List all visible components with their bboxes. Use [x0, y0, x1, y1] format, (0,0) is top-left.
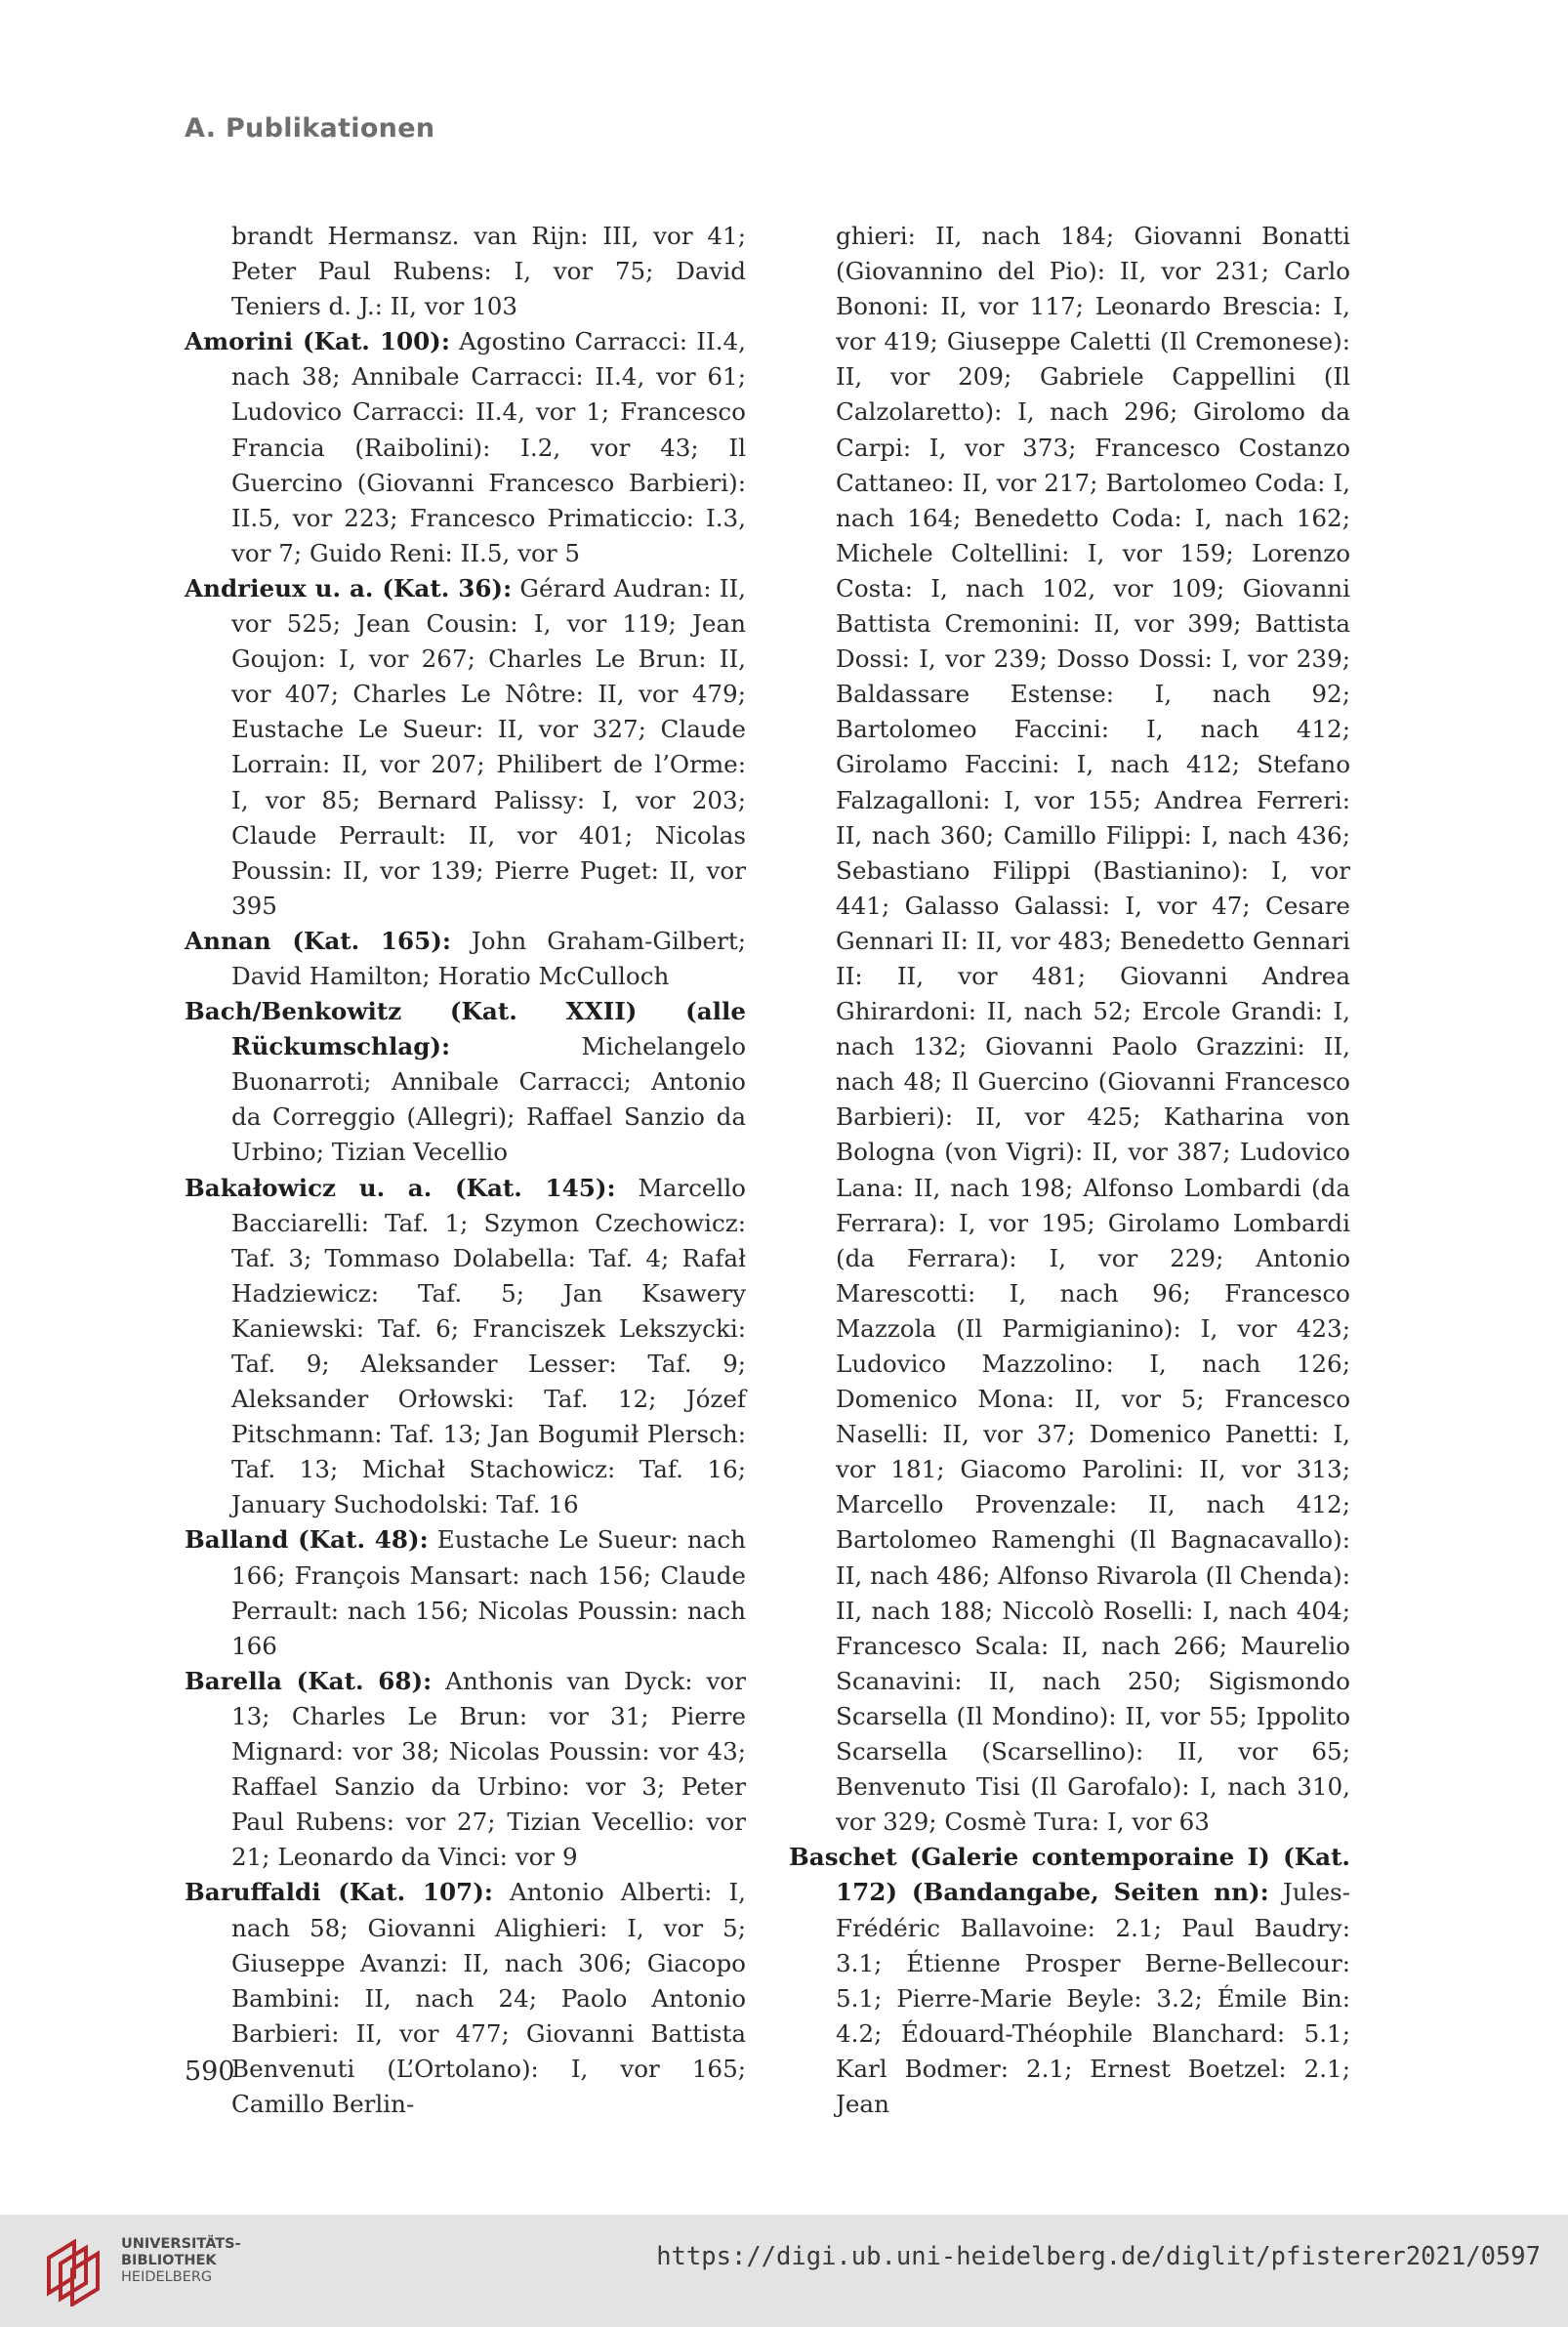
entry-text: Anthonis van Dyck: vor 13; Charles Le Brun: vor 31; Pierre Mignard: vor 38; Nicolas Poussin: vor 43; Raffael Sanzio da Urbino: vor 3; Peter Paul Rubens: vor 27; Tizian Vecellio: vor 21; Leonardo da Vinci: vor 9 — [231, 1666, 746, 1872]
index-entry — [789, 219, 1350, 1840]
index-column-right — [789, 219, 1350, 2122]
entry-text: ghieri: II, nach 184; Giovanni Bonatti (Giovannino del Pio): II, vor 231; Carlo Bononi: II, vor 117; Leonardo Brescia: I, vor 419; Giuseppe Caletti (Il Cremonese): II, vor 209; Gabriele Cappellini (Il Calzolaretto): I, nach 296; Girolomo da Carpi: I, vor 373; Francesco Costanzo Cattaneo: II, vor 217; Bartolomeo Coda: I, nach 164; Benedetto Coda: I, nach 162; Michele Coltellini: I, vor 159; Lorenzo Costa: I, nach 102, vor 109; Giovanni Battista Cremonini: II, vor 399; Battista Dossi: I, vor 239; Dosso Dossi: I, vor 239; Baldassare Estense: I, nach 92; Bartolomeo Faccini: I, nach 412; Girolamo Faccini: I, nach 412; Stefano Falzagalloni: I, vor 155; Andrea Ferreri: II, nach 360; Camillo Filippi: I, nach 436; Sebastiano Filippi (Bastianino): I, vor 441; Galasso Galassi: I, vor 47; Cesare Gennari II: II, vor 483; Benedetto Gennari II: II, vor 481; Giovanni Andrea Ghirardoni: II, nach 52; Ercole Grandi: I, nach 132; Giovanni Paolo Grazzini: II, nach 48; Il Guercino (Giovanni Francesco Barbieri): II, vor 425; Katharina von Bologna (von Vigri): II, vor 387; Ludovico Lana: II, nach 198; Alfonso Lombardi (da Ferrara): I, vor 195; Girolamo Lombardi (da Ferrara): I, vor 229; Antonio Marescotti: I, nach 96; Francesco Mazzola (Il Parmigianino): I, vor 423; Ludovico Mazzolino: I, nach 126; Domenico Mona: II, vor 5; Francesco Naselli: II, vor 37; Domenico Panetti: I, vor 181; Giacomo Parolini: II, vor 313; Marcello Provenzale: II, nach 412; Bartolomeo Ramenghi (Il Bagnacavallo): II, nach 486; Alfonso Rivarola (Il Chenda): II, nach 188; Niccolò Roselli: I, nach 404; Francesco Scala: II, nach 266; Maurelio Scanavini: II, nach 250; Sigismondo Scarsella (Il Mondino): II, vor 55; Ippolito Scarsella (Scarsellino): II, vor 65; Benvenuto Tisi (Il Garofalo): I, nach 310, vor 329; Cosmè Tura: I, vor 63 — [836, 222, 1350, 1837]
entry-text: Eustache Le Sueur: nach 166; François Mansart: nach 156; Claude Perrault: nach 156; Nicolas Poussin: nach 166 — [231, 1525, 746, 1660]
entry-title: Barella (Kat. 68): — [185, 1666, 433, 1695]
index-column-left — [185, 219, 746, 2122]
page-number: 590 — [185, 2057, 235, 2087]
library-logo-text — [121, 2236, 241, 2286]
entry-text: Agostino Carracci: II.4, nach 38; Annibale Carracci: II.4, vor 61; Ludovico Carracci: II.4, vor 1; Francesco Francia (Raibolini): I.2, vor 43; Il Guercino (Giovanni Francesco Barbieri): II.5, vor 223; Francesco Primaticcio: I.3, vor 7; Guido Reni: II.5, vor 5 — [231, 327, 746, 567]
index-entry — [185, 571, 746, 924]
logo-line: UNIVERSITÄTS- — [121, 2236, 241, 2252]
entry-title: Baschet (Galerie contemporaine I) (Kat. 172) (Bandangabe, Seiten nn): — [789, 1843, 1350, 1907]
entry-text: John Graham-Gilbert; David Hamilton; Horatio McCulloch — [231, 926, 746, 990]
entry-text: Antonio Alberti: I, nach 58; Giovanni Alighieri: I, vor 5; Giuseppe Avanzi: II, nach 306; Giacopo Bambini: II, nach 24; Paolo Antonio Barbieri: II, vor 477; Giovanni Battista Benvenuti (L’Ortolano): I, vor 165; Camillo Berlin- — [231, 1878, 746, 2118]
entry-title: Andrieux u. a. (Kat. 36): — [185, 573, 513, 603]
entry-text: brandt Hermansz. van Rijn: III, vor 41; Peter Paul Rubens: I, vor 75; David Teniers d. J.: II, vor 103 — [231, 222, 746, 321]
entry-text: Gérard Audran: II, vor 525; Jean Cousin: I, vor 119; Jean Goujon: I, vor 267; Charles Le Brun: II, vor 407; Charles Le Nôtre: II, vor 479; Eustache Le Sueur: II, vor 327; Claude Lorrain: II, vor 207; Philibert de l’Orme: I, vor 85; Bernard Palissy: I, vor 203; Claude Perrault: II, vor 401; Nicolas Poussin: II, vor 139; Pierre Puget: II, vor 395 — [231, 573, 746, 920]
logo-line: BIBLIOTHEK — [121, 2253, 217, 2268]
index-entry — [185, 1171, 746, 1523]
index-entry — [185, 1875, 746, 2122]
index-entry — [185, 994, 746, 1170]
index-entry — [789, 1840, 1350, 2122]
entry-title: Bakałowicz u. a. (Kat. 145): — [185, 1173, 616, 1202]
running-header: A. Publikationen — [185, 113, 435, 144]
index-entry — [185, 1522, 746, 1663]
entry-text: Michelangelo Buonarroti; Annibale Carracci; Antonio da Correggio (Allegri); Raffael Sanzio da Urbino; Tizian Vecellio — [231, 1032, 746, 1167]
entry-title: Annan (Kat. 165): — [185, 926, 451, 955]
entry-title: Bach/Benkowitz (Kat. XXII) (alle Rückumschlag): — [185, 997, 746, 1061]
entry-text: Marcello Bacciarelli: Taf. 1; Szymon Czechowicz: Taf. 3; Tommaso Dolabella: Taf. 4; Rafał Hadziewicz: Taf. 5; Jan Ksawery Kaniewski: Taf. 6; Franciszek Lekszycki: Taf. 9; Aleksander Lesser: Taf. 9; Aleksander Orłowski: Taf. 12; Józef Pitschmann: Taf. 13; Jan Bogumił Plersch: Taf. 13; Michał Stachowicz: Taf. 16; January Suchodolski: Taf. 16 — [231, 1173, 746, 1519]
index-entry — [185, 1664, 746, 1876]
index-entry — [185, 924, 746, 994]
index-entry — [185, 219, 746, 324]
entry-title: Balland (Kat. 48): — [185, 1525, 429, 1555]
entry-title: Baruffaldi (Kat. 107): — [185, 1878, 493, 1907]
entry-text: Jules-Frédéric Ballavoine: 2.1; Paul Baudry: 3.1; Étienne Prosper Berne-Bellecour: 5.1; Pierre-Marie Beyle: 3.2; Émile Bin: 4.2; Édouard-Théophile Blanchard: 5.1; Karl Bodmer: 2.1; Ernest Boetzel: 2.1; Jean — [836, 1878, 1350, 2118]
index-entry — [185, 324, 746, 571]
entry-title: Amorini (Kat. 100): — [185, 327, 450, 356]
logo-line: HEIDELBERG — [121, 2269, 213, 2285]
library-logo-icon — [35, 2228, 113, 2306]
permalink-url[interactable]: https://digi.ub.uni-heidelberg.de/diglit/pfisterer2021/0597 — [656, 2242, 1541, 2271]
